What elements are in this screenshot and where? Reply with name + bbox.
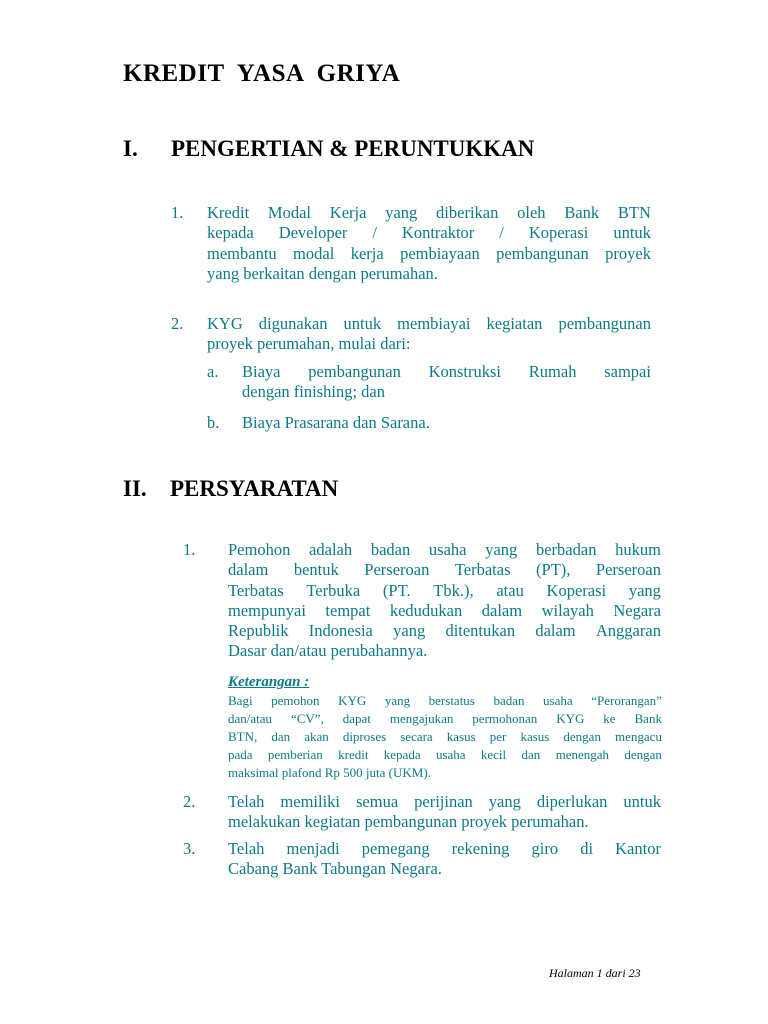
word: Bank [564, 203, 600, 222]
word: dengan [563, 729, 601, 744]
text-line [242, 362, 651, 382]
sub-list-text [242, 362, 651, 403]
word: semua [355, 792, 399, 811]
word: diproses [342, 729, 387, 744]
word: Koperasi [546, 580, 607, 600]
word: Telah [228, 839, 265, 858]
word: giro [531, 839, 559, 858]
word: Konstruksi [428, 362, 502, 381]
list-item-number: 1. [171, 203, 184, 222]
word: sampai [604, 362, 651, 381]
word: akan [304, 729, 329, 744]
sub-list-letter: a. [207, 362, 219, 381]
word: “Perorangan” [591, 693, 662, 708]
text-line [228, 601, 661, 621]
word: atau [496, 580, 524, 600]
word: Republik [228, 621, 289, 641]
text-line [228, 746, 662, 764]
text-line [228, 621, 661, 641]
list-item-text [207, 203, 651, 284]
note-label: Keterangan : [228, 674, 310, 690]
text-line: dengan finishing; dan [242, 382, 385, 402]
word: modal [293, 243, 335, 263]
word: Terbatas [228, 580, 284, 600]
text-line [228, 728, 662, 746]
text-line: proyek perumahan, mulai dari: [207, 334, 411, 354]
word: Kontraktor [401, 223, 475, 243]
word: pemohon [271, 693, 320, 708]
word: membiayai [397, 314, 471, 333]
word: badan [493, 693, 525, 708]
word: usaha [543, 693, 573, 708]
word: BTN [617, 203, 651, 222]
word: KYG [207, 314, 243, 333]
word: kegiatan [486, 314, 543, 333]
section-heading-persyaratan [123, 476, 339, 502]
word: diberikan [436, 203, 499, 222]
word: bentuk [293, 560, 339, 580]
note-text [228, 692, 662, 782]
word: menjadi [286, 839, 340, 858]
word: yang [628, 580, 661, 600]
word: dalam [228, 560, 269, 580]
word: Perseroan [364, 560, 430, 580]
word: oleh [517, 203, 546, 222]
word: perijinan [414, 792, 473, 811]
word: Bagi [228, 693, 253, 708]
word: Tbk.), [433, 580, 474, 600]
word: Biaya [242, 362, 281, 381]
word: ke [603, 711, 616, 726]
section-number: II. [123, 476, 147, 501]
word: yang [393, 621, 426, 641]
word: mengacu [615, 729, 662, 744]
word: Bank [634, 711, 662, 726]
word: pembangunan [558, 314, 651, 333]
word: Terbuka [306, 580, 361, 600]
word: dan [271, 729, 291, 744]
word: badan [370, 540, 411, 559]
word: kepada [383, 747, 421, 762]
word: dengan [624, 747, 662, 762]
word: Modal [267, 203, 312, 222]
word: berstatus [428, 693, 475, 708]
text-line [228, 560, 661, 580]
word: menengah [555, 747, 610, 762]
list-item-number: 3. [183, 839, 196, 858]
list-item-text [228, 792, 661, 833]
word: dan/atau [228, 711, 273, 726]
word: Koperasi [528, 223, 589, 243]
section-heading-pengertian [123, 136, 535, 162]
word: Perseroan [595, 560, 661, 580]
text-line [207, 314, 651, 334]
list-item-text [207, 314, 651, 355]
word: kedudukan [389, 600, 463, 620]
word: kecil [480, 747, 507, 762]
word: usaha [428, 540, 467, 559]
word: yang [488, 792, 521, 811]
word: tempat [325, 600, 371, 620]
text-line [228, 792, 661, 812]
word: yang [385, 203, 418, 222]
word: yang [485, 540, 518, 559]
word: diperlukan [536, 792, 608, 811]
word: KYG [338, 693, 367, 708]
list-item-text [228, 540, 661, 662]
word: untuk [343, 314, 382, 333]
word: digunakan [258, 314, 328, 333]
word: Kerja [329, 203, 367, 222]
word: Indonesia [308, 621, 373, 641]
word: mengajukan [389, 711, 454, 726]
list-item-number: 2. [183, 792, 196, 811]
word: hukum [615, 540, 661, 559]
word: pemberian [267, 747, 323, 762]
text-line: Biaya Prasarana dan Sarana. [242, 413, 430, 432]
word: kepada [207, 223, 254, 243]
text-line [207, 244, 651, 264]
word: Kredit [207, 203, 250, 222]
word: ditentukan [445, 621, 516, 641]
word: pada [228, 747, 253, 762]
word: permohonan [472, 711, 538, 726]
text-line [228, 710, 662, 728]
word: Anggaran [595, 621, 661, 641]
word: rekening [451, 839, 510, 858]
word: yang [384, 693, 411, 708]
word: memiliki [280, 792, 340, 811]
text-line: yang berkaitan dengan perumahan. [207, 263, 438, 283]
text-line [207, 203, 651, 223]
document-title: KREDIT YASA GRIYA [123, 60, 401, 87]
word: “CV”, [290, 711, 324, 726]
section-title: PERSYARATAN [170, 476, 339, 501]
word: Kantor [615, 839, 661, 858]
word: wilayah [541, 600, 594, 620]
word: / [372, 223, 377, 243]
list-item-text [228, 839, 661, 880]
word: (PT), [536, 560, 571, 580]
word: kasus [520, 729, 550, 744]
text-line: Dasar dan/atau perubahannya. [228, 641, 428, 661]
text-line [228, 581, 661, 601]
word: proyek [605, 243, 651, 263]
word: / [499, 223, 504, 243]
word: usaha [435, 747, 466, 762]
word: Pemohon [228, 540, 291, 559]
word: berbadan [535, 540, 597, 559]
word: untuk [613, 223, 651, 243]
note-box [228, 673, 662, 782]
section-number: I. [123, 136, 138, 161]
word: pembiayaan [400, 243, 480, 263]
word: mempunyai [228, 600, 306, 620]
word: dalam [535, 621, 576, 641]
word: Rumah [528, 362, 577, 381]
list-item-number: 1. [183, 540, 196, 559]
text-line: maksimal plafond Rp 500 juta (UKM). [228, 765, 431, 780]
word: dalam [481, 600, 523, 620]
word: untuk [623, 792, 661, 811]
sub-list-letter: b. [207, 413, 220, 432]
word: dan [521, 747, 541, 762]
text-line [207, 223, 651, 243]
word: Terbatas [454, 560, 511, 580]
word: kasus [446, 729, 476, 744]
word: kredit [338, 747, 369, 762]
text-line: melakukan kegiatan pembangunan proyek perumahan. [228, 812, 589, 832]
word: kerja [350, 243, 384, 263]
text-line [228, 540, 661, 560]
page-number-footer: Halaman 1 dari 23 [549, 966, 641, 980]
word: adalah [309, 540, 353, 559]
word: pembangunan [496, 243, 589, 263]
word: (PT. [382, 580, 411, 600]
word: pemegang [361, 839, 430, 858]
sub-list-text [242, 413, 651, 433]
word: membantu [207, 243, 277, 263]
word: pembangunan [308, 362, 401, 381]
text-line: Cabang Bank Tabungan Negara. [228, 859, 442, 879]
word: dapat [342, 711, 371, 726]
word: Developer [278, 223, 348, 243]
text-line [228, 839, 661, 859]
word: KYG [556, 711, 585, 726]
word: Telah [228, 792, 265, 811]
section-title: PENGERTIAN & PERUNTUKKAN [171, 136, 535, 161]
word: secara [400, 729, 433, 744]
word: BTN, [228, 729, 258, 744]
list-item-number: 2. [171, 314, 184, 333]
word: di [580, 839, 594, 858]
word: per [489, 729, 507, 744]
text-line [228, 692, 662, 710]
word: Negara [613, 600, 661, 620]
